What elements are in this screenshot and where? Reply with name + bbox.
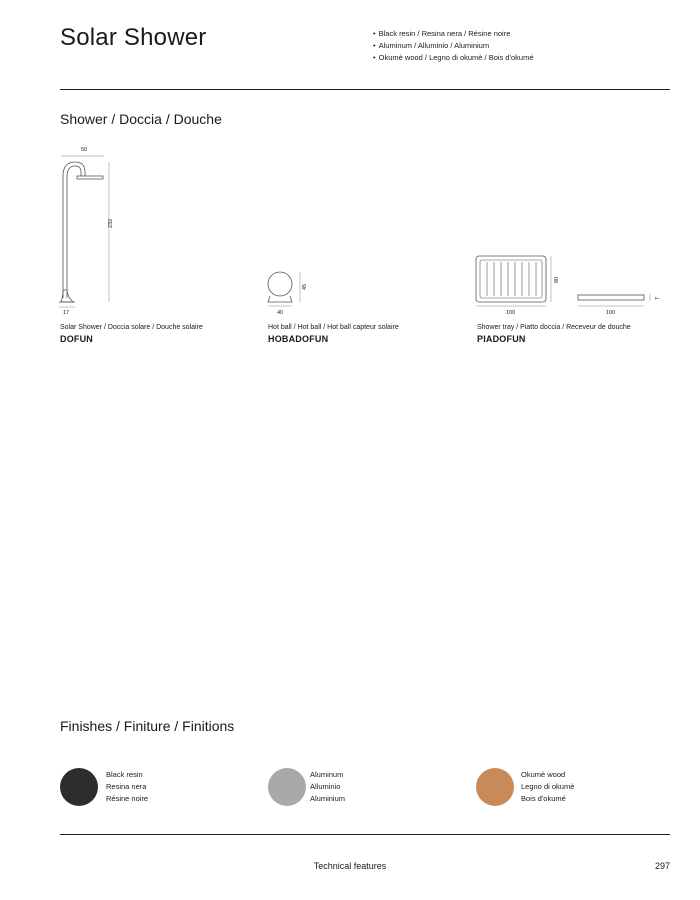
finish-label-black-resin [106,769,148,805]
finish-line: Aluminum [310,770,344,779]
dim-label-thickness: 7 [655,296,661,300]
finish-line: Résine noire [106,794,149,803]
material-list [373,28,534,64]
finish-swatch-aluminum [268,768,306,806]
finish-line: Resina nera [106,782,147,791]
product-code: HOBADOFUN [268,334,329,344]
product-code: DOFUN [60,334,93,344]
section-title-finishes: Finishes / Finiture / Finitions [60,718,235,734]
dim-label-width: 100 [506,310,516,316]
solar-shower-drawing [55,150,125,320]
material-item: • Black resin / Resina nera / Résine noire [373,28,534,40]
section-title-shower: Shower / Doccia / Douche [60,111,222,127]
finish-label-aluminum [310,769,345,805]
finish-line: Black resin [106,770,143,779]
finish-swatch-okume-wood [476,768,514,806]
dim-label-base: 17 [63,310,70,316]
finish-line: Aluminium [310,794,346,803]
finish-line: Legno di okumè [521,782,575,791]
material-item: • Okumè wood / Legno di okumè / Bois d'okumé [373,52,534,64]
dim-label-height: 45 [302,283,308,290]
divider [60,89,670,90]
page-title: Solar Shower [60,24,207,51]
dim-label-width: 40 [277,310,284,316]
divider [60,834,670,835]
product-code: PIADOFUN [477,334,526,344]
material-item: • Aluminum / Alluminio / Aluminium [373,40,534,52]
dim-label-width: 50 [81,147,88,153]
footer-label: Technical features [313,861,387,871]
product-caption: Shower tray / Piatto doccia / Receveur de douche [477,324,631,331]
finish-line: Okumè wood [521,770,566,779]
finish-swatch-black-resin [60,768,98,806]
shower-tray-drawing [474,254,664,308]
dim-label-side-width: 100 [606,310,616,316]
product-caption: Hot ball / Hot ball / Hot ball capteur solaire [268,324,399,331]
product-caption: Solar Shower / Doccia solare / Douche solaire [60,324,203,331]
finish-line: Alluminio [310,782,341,791]
finish-line: Bois d'okumé [521,794,566,803]
page-number: 297 [654,861,670,871]
finish-label-okume-wood [521,769,574,805]
dim-label-height: 232 [108,218,114,228]
dim-label-height: 80 [554,276,560,283]
